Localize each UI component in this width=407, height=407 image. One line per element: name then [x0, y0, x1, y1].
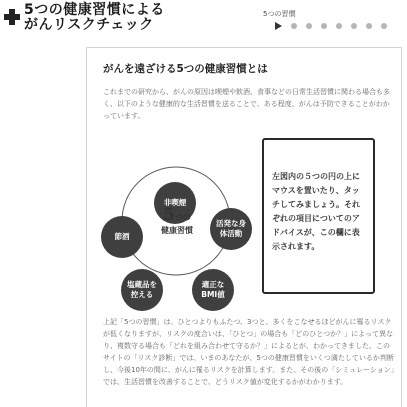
- diagram-center-label: [149, 205, 205, 236]
- habit-label-salted-food: 塩蔵品を控える: [127, 280, 157, 299]
- body-text: 上記「5つの習慣」は、ひとつよりもふたつ、3つと、多くをこなせるほどがんに罹るリスクが低くなりますが、リスクの度合いは、「ひとつ」の場合も「どのひとつか？」によって異なり、複数守る場合も「どれを組み合わせて守るか？」によるとが、わかってきました。このサイトの「リスク診断」では、いまのあなたが、5つの健康習慣をいくつ満たしているか判断し、今後10年の間に、がんに罹るリスクを計算します。また、その後の「シミュレーション」では、生活習慣を改善することで、どうリスク値が変化するかがわかります。: [103, 318, 395, 386]
- advice-box: 左図内の５つの円の上にマウスを置いたり、タッチしてみましょう。それぞれの項目についてのアドバイスが、この欄に表示されます。: [262, 138, 375, 294]
- title-line-1: 5つの健康習慣による: [24, 2, 165, 18]
- header: [0, 0, 407, 40]
- current-step-play-icon[interactable]: [275, 22, 282, 30]
- habit-circle-moderate-drinking[interactable]: [101, 216, 143, 258]
- habit-circle-physical-activity[interactable]: [210, 208, 252, 250]
- step-dot-7[interactable]: [366, 23, 372, 29]
- center-suffix: つの: [174, 212, 191, 222]
- habit-label-moderate-drinking: 節酒: [114, 232, 130, 241]
- habit-label-non-smoking: 非喫煙: [163, 198, 187, 207]
- habit-label-bmi: 適正なBMI値: [201, 280, 225, 299]
- habit-circle-bmi[interactable]: [192, 269, 234, 311]
- step-navigation: [263, 9, 295, 19]
- five-habits-diagram: [91, 136, 261, 306]
- step-dot-4[interactable]: [321, 23, 327, 29]
- step-dot-5[interactable]: [336, 23, 342, 29]
- center-number: 5: [163, 205, 175, 225]
- plus-icon: [4, 9, 20, 25]
- step-dot-8[interactable]: [381, 23, 387, 29]
- steps-label: 5つの習慣: [263, 10, 296, 18]
- habit-circle-salted-food[interactable]: [121, 269, 163, 311]
- page-title: [24, 3, 165, 33]
- step-dot-3[interactable]: [306, 23, 312, 29]
- content-panel: [86, 47, 402, 407]
- title-line-2: がんリスクチェック: [24, 17, 154, 33]
- center-subtitle: 健康習慣: [161, 225, 193, 235]
- step-dot-6[interactable]: [351, 23, 357, 29]
- step-dot-2[interactable]: [291, 23, 297, 29]
- habit-label-physical-activity: 活発な身体活動: [216, 219, 246, 238]
- step-indicator: [275, 22, 405, 30]
- intro-text: これまでの研究から、がんの原因は喫煙や飲酒、食事などの日常生活習慣に関わる場合も多く、以下のような健康的な生活習慣を送ることで、ある程度、がんは予防できることがわかっています。: [103, 88, 390, 120]
- section-heading: がんを遠ざける5つの健康習慣とは: [103, 63, 268, 75]
